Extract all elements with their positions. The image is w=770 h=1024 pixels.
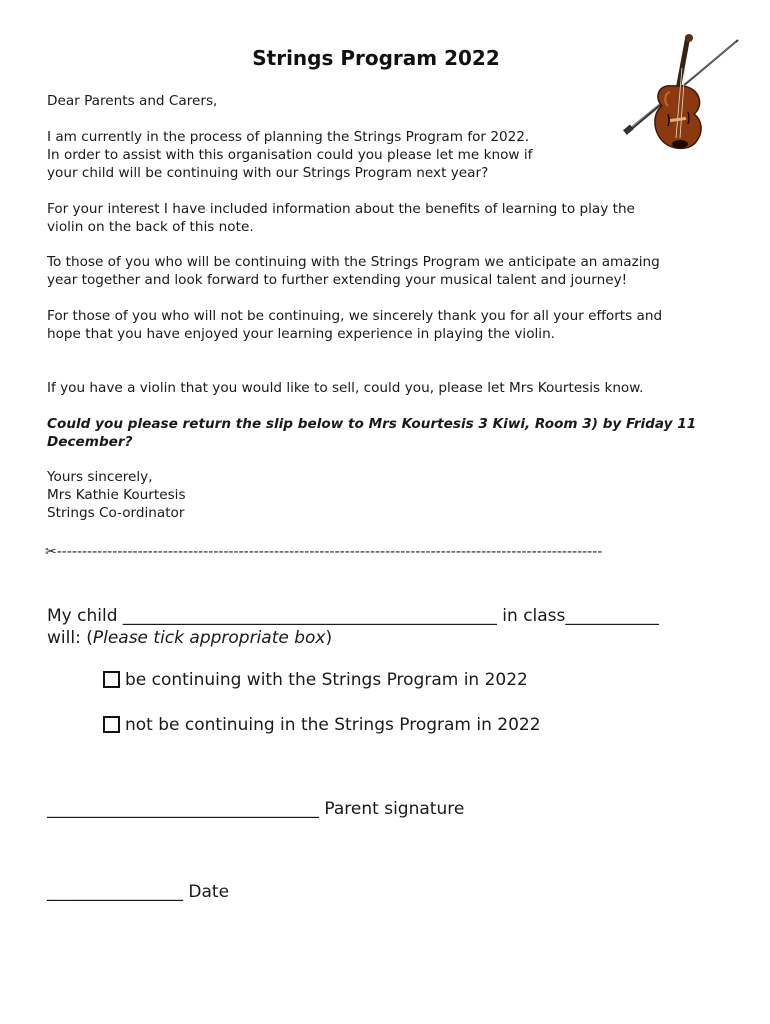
page-title: Strings Program 2022 — [252, 46, 500, 70]
option-continuing[interactable]: be continuing with the Strings Program in 2022 — [103, 670, 528, 690]
child-name-line[interactable]: My child ____________________________________________ in class___________ — [47, 606, 659, 626]
return-note: Could you please return the slip below to Mrs Kourtesis 3 Kiwi, Room 3) by Friday 11 December? — [47, 416, 697, 450]
paragraph-not-continuing: For those of you who will not be continuing, we sincerely thank you for all your efforts and hope that you have enjoyed your learning experience in playing the violin. — [47, 308, 663, 342]
parent-signature-line[interactable]: ________________________________ Parent signature — [47, 799, 465, 819]
paragraph-benefits: For your interest I have included information about the benefits of learning to play the violin on the back of this note. — [47, 201, 635, 235]
signoff: Yours sincerely, Mrs Kathie Kourtesis Strings Co-ordinator — [47, 469, 186, 521]
checkbox-continuing[interactable] — [103, 671, 120, 688]
scissors-icon: ✂ — [45, 544, 57, 560]
paragraph-sell-violin: If you have a violin that you would like to sell, could you, please let Mrs Kourtesis know. — [47, 380, 644, 396]
cut-line: ✂------------------------------------------------------------------------------------------------------------ — [45, 544, 603, 560]
greeting: Dear Parents and Carers, — [47, 93, 218, 109]
date-line[interactable]: ________________ Date — [47, 882, 230, 902]
paragraph-planning: I am currently in the process of planning the Strings Program for 2022. In order to assist with this organisation could you please let me know if your child will be continuing with our Strings Program next year? — [47, 129, 533, 181]
tick-instruction: will: (Please tick appropriate box) — [47, 628, 333, 648]
option-not-continuing[interactable]: not be continuing in the Strings Program in 2022 — [103, 715, 541, 735]
paragraph-continuing: To those of you who will be continuing with the Strings Program we anticipate an amazing year together and look forward to further extending your musical talent and journey! — [47, 254, 660, 288]
checkbox-not-continuing[interactable] — [103, 716, 120, 733]
violin-image — [610, 28, 745, 158]
